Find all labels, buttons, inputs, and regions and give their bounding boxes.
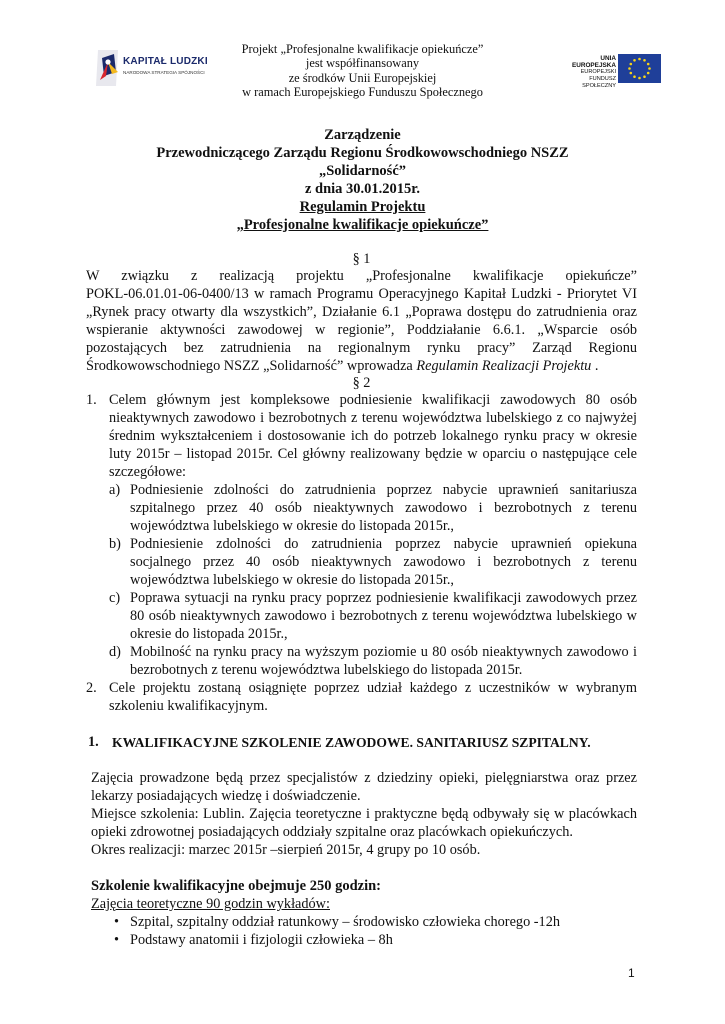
title-line: „Solidarność” bbox=[318, 163, 406, 179]
sub-label: b) bbox=[109, 536, 121, 552]
s1-line bbox=[86, 358, 598, 376]
s1-line: „Rynek pracy otwarty dla wszystkich”, Działanie 6.1 „Poprawa dostępu do zatrudnienia oraz bbox=[86, 304, 637, 320]
s1-last-end: . bbox=[591, 358, 599, 374]
s2-item2-line: Cele projektu zostaną osiągnięte poprzez udział każdego z uczestników w wybranym bbox=[109, 680, 637, 696]
kapital-ludzki-logo bbox=[92, 46, 212, 94]
eu-logo-line2: EUROPEJSKI bbox=[580, 69, 616, 75]
kapital-ludzki-icon bbox=[92, 46, 122, 92]
eu-logo-line3: FUNDUSZ SPOŁECZNY bbox=[582, 76, 616, 89]
s1-line: wspieranie aktywności zawodowej w regionie”, Poddziałanie 6.6.1. „Wsparcie osób bbox=[86, 322, 637, 338]
bullet-icon: • bbox=[114, 932, 120, 948]
page-number: 1 bbox=[628, 966, 635, 980]
s1-line: W związku z realizacją projektu „Profesjonalne kwalifikacje opiekuńcze” bbox=[86, 268, 637, 284]
sub-c-line: 80 osób nieaktywnych zawodowo i bezrobotnych z terenu województwa lubelskiego w bbox=[130, 608, 637, 624]
sub-label: d) bbox=[109, 644, 121, 660]
s2-item2-line: szkoleniu kwalifikacyjnym. bbox=[109, 698, 268, 714]
sub-b-line: województwa lubelskiego w okresie do listopada 2015r., bbox=[130, 572, 454, 588]
s1-regulamin-italic: Regulamin Realizacji Projektu bbox=[416, 358, 592, 374]
s1-line: pozostających bez zatrudnienia na regionalnym rynku pracy” Zarząd Regionu bbox=[86, 340, 637, 356]
title-line: z dnia 30.01.2015r. bbox=[304, 181, 421, 197]
eu-flag-icon bbox=[618, 54, 661, 83]
section1-p1-line: lekarzy posiadających wiedzę i doświadczenie. bbox=[91, 788, 361, 804]
list-number: 2. bbox=[86, 680, 97, 696]
sub-c-line: okresie do listopada 2015r., bbox=[130, 626, 288, 642]
sub-label: a) bbox=[109, 482, 121, 498]
sub-label: c) bbox=[109, 590, 121, 606]
sub-a-line: szpitalnego przez 40 osób nieaktywnych zawodowo i bezrobotnych z terenu bbox=[130, 500, 637, 516]
list-number: 1. bbox=[86, 392, 97, 408]
s1-line: POKL-06.01.01-06-0400/13 w ramach Programu Operacyjnego Kapitał Ludzki - Priorytet VI bbox=[86, 286, 637, 302]
section-number: 1. bbox=[88, 734, 99, 750]
sub-a-line: Podniesienie zdolności do zatrudnienia poprzez nabycie uprawnień sanitariusza bbox=[130, 482, 637, 498]
title-line bbox=[60, 216, 665, 234]
sub-c-line: Poprawa sytuacji na rynku pracy poprzez podniesienie kwalifikacji zawodowych przez bbox=[130, 590, 637, 606]
title-line: Zarządzenie bbox=[324, 127, 401, 143]
kapital-ludzki-title: KAPITAŁ LUDZKI bbox=[123, 56, 208, 67]
section1-p1-line: Zajęcia prowadzone będą przez specjalistów z dziedziny opieki, pielęgniarstwa oraz przez bbox=[91, 770, 637, 786]
header-text bbox=[195, 42, 530, 99]
title-line: Przewodniczącego Zarządu Regionu Środkowowschodniego NSZZ bbox=[156, 145, 569, 161]
header-line: ze środków Unii Europejskiej bbox=[288, 70, 437, 85]
eu-logo-line1: UNIA EUROPEJSKA bbox=[571, 55, 616, 69]
s2-item1-line: szczegółowe: bbox=[109, 464, 187, 480]
theory-heading: Zajęcia teoretyczne 90 godzin wykładów: bbox=[91, 896, 330, 912]
s2-item1-line: nieaktywnych zawodowo i bezrobotnych z terenu województwa lubelskiego z co najwyżej bbox=[109, 410, 637, 426]
s2-item1-line: średnim wykształceniem i dostosowanie ich do potrzeb lokalnego rynku pracy w okresie bbox=[109, 428, 637, 444]
s2-item1-line: luty 2015r – listopad 2015r. Cel główny realizowany będzie w oparciu o następujące cele bbox=[109, 446, 637, 462]
sub-b-line: Podniesienie zdolności do zatrudnienia poprzez nabycie uprawnień opiekuna bbox=[130, 536, 637, 552]
section1-p3: Okres realizacji: marzec 2015r –sierpień 2015r, 4 grupy po 10 osób. bbox=[91, 842, 481, 858]
s2-item1-line: Celem głównym jest kompleksowe podniesienie kwalifikacji zawodowych 80 osób bbox=[109, 392, 637, 408]
project-name-heading: „Profesjonalne kwalifikacje opiekuńcze” bbox=[236, 217, 489, 233]
header-line: Projekt „Profesjonalne kwalifikacje opiekuńcze” bbox=[241, 42, 484, 56]
bullet-item: Podstawy anatomii i fizjologii człowieka – 8h bbox=[130, 932, 393, 948]
eu-logo bbox=[556, 54, 666, 89]
bullet-item: Szpital, szpitalny oddział ratunkowy – środowisko człowieka chorego -12h bbox=[130, 914, 560, 930]
kapital-ludzki-subtitle: NARODOWA STRATEGIA SPÓJNOŚCI bbox=[123, 70, 205, 75]
header-line: w ramach Europejskiego Funduszu Społecznego bbox=[242, 84, 483, 99]
section1-p2-line: opieki zdrowotnej posiadających oddziały szpitalne oraz placówkach opiekuńczych. bbox=[91, 824, 573, 840]
bullet-icon: • bbox=[114, 914, 120, 930]
hours-heading: Szkolenie kwalifikacyjne obejmuje 250 godzin: bbox=[91, 878, 381, 894]
sub-d-line: bezrobotnych z terenu województwa lubelskiego do listopada 2015r. bbox=[130, 662, 523, 678]
s1-last-text: Środkowowschodniego NSZZ „Solidarność” wprowadza bbox=[86, 358, 417, 374]
sub-a-line: województwa lubelskiego w okresie do listopada 2015r., bbox=[130, 518, 454, 534]
section-heading: KWALIFIKACYJNE SZKOLENIE ZAWODOWE. SANITARIUSZ SZPITALNY. bbox=[112, 735, 591, 750]
title-line bbox=[60, 198, 665, 216]
section1-p2-line: Miejsce szkolenia: Lublin. Zajęcia teoretyczne i praktyczne będą odbywały się w placówkach bbox=[91, 806, 637, 822]
header-line: jest współfinansowany bbox=[305, 56, 420, 71]
section-heading-2: § 2 bbox=[352, 375, 371, 391]
section-heading-1: § 1 bbox=[352, 251, 371, 267]
sub-b-line: socjalnego przez 40 osób nieaktywnych zawodowo i bezrobotnych z terenu bbox=[130, 554, 637, 570]
regulamin-heading: Regulamin Projektu bbox=[299, 199, 426, 215]
sub-d-line: Mobilność na rynku pracy na wyższym poziomie u 80 osób nieaktywnych zawodowo i bbox=[130, 644, 637, 660]
